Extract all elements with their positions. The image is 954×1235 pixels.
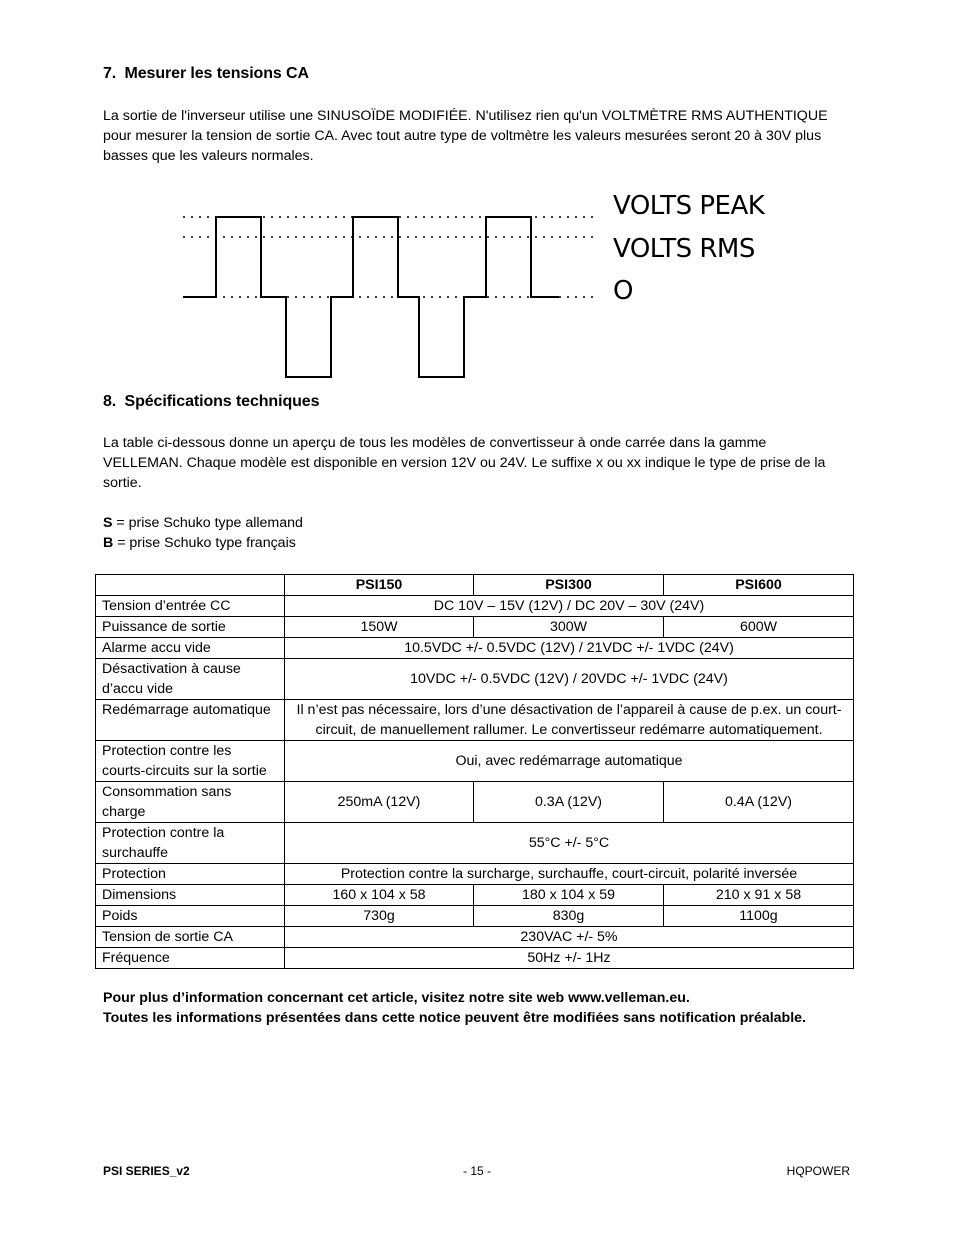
plug-s-code: S bbox=[103, 515, 113, 531]
section-8-heading bbox=[103, 393, 319, 411]
row-value: 150W bbox=[285, 617, 474, 638]
volts-peak-label: VOLTS PEAK bbox=[613, 191, 765, 221]
row-label-line: courts-circuits sur la sortie bbox=[102, 763, 267, 779]
row-value: 830g bbox=[474, 906, 664, 927]
paragraph-line: sortie. bbox=[103, 475, 142, 491]
plug-b-line bbox=[103, 533, 303, 553]
header-cell-empty bbox=[96, 575, 285, 596]
table-row bbox=[96, 638, 854, 659]
row-label bbox=[96, 741, 285, 782]
row-label: Dimensions bbox=[96, 885, 285, 906]
section-8-number: 8. bbox=[103, 393, 117, 410]
row-label-line: charge bbox=[102, 804, 146, 820]
row-label: Fréquence bbox=[96, 948, 285, 969]
reference-dotted-lines bbox=[183, 217, 595, 297]
table-row bbox=[96, 864, 854, 885]
row-value: 210 x 91 x 58 bbox=[664, 885, 854, 906]
notice-website-line: Pour plus d’information concernant cet article, visitez notre site web www.velleman.eu. bbox=[103, 990, 690, 1006]
row-label bbox=[96, 823, 285, 864]
table-row bbox=[96, 741, 854, 782]
section-7-paragraph bbox=[103, 106, 828, 166]
table-row bbox=[96, 700, 854, 741]
row-label-line: d’accu vide bbox=[102, 681, 173, 697]
table-row bbox=[96, 906, 854, 927]
row-value: 730g bbox=[285, 906, 474, 927]
row-label-line: Désactivation à cause bbox=[102, 661, 241, 677]
row-label-line: Protection contre la bbox=[102, 825, 225, 841]
row-value: 1100g bbox=[664, 906, 854, 927]
table-row bbox=[96, 617, 854, 638]
row-value: Protection contre la surcharge, surchauffe, court-circuit, polarité inversée bbox=[285, 864, 854, 885]
paragraph-line: La table ci-dessous donne un aperçu de tous les modèles de convertisseur à onde carrée dans la gamme bbox=[103, 435, 767, 451]
row-value: 55°C +/- 5°C bbox=[285, 823, 854, 864]
row-label: Tension de sortie CA bbox=[96, 927, 285, 948]
row-value: 250mA (12V) bbox=[285, 782, 474, 823]
section-8-paragraph bbox=[103, 433, 825, 493]
row-value: 180 x 104 x 59 bbox=[474, 885, 664, 906]
table-header-row bbox=[96, 575, 854, 596]
row-label: Protection bbox=[96, 864, 285, 885]
header-cell-psi150: PSI150 bbox=[285, 575, 474, 596]
table-row bbox=[96, 823, 854, 864]
row-label: Tension d’entrée CC bbox=[96, 596, 285, 617]
row-label: Redémarrage automatique bbox=[96, 700, 285, 741]
section-7-number: 7. bbox=[103, 65, 117, 82]
row-value-line: circuit, de manuellement rallumer. Le convertisseur redémarre automatiquement. bbox=[315, 722, 823, 738]
row-label: Alarme accu vide bbox=[96, 638, 285, 659]
row-label-line: Consommation sans bbox=[102, 784, 232, 800]
table-row bbox=[96, 948, 854, 969]
row-value: Oui, avec redémarrage automatique bbox=[285, 741, 854, 782]
plug-b-text: = prise Schuko type français bbox=[113, 535, 296, 551]
footer-brand: HQPOWER bbox=[786, 1164, 850, 1178]
plug-s-text: = prise Schuko type allemand bbox=[112, 515, 303, 531]
row-label: Puissance de sortie bbox=[96, 617, 285, 638]
row-value: DC 10V – 15V (12V) / DC 20V – 30V (24V) bbox=[285, 596, 854, 617]
row-label-line: surchauffe bbox=[102, 845, 168, 861]
table-row bbox=[96, 885, 854, 906]
section-7-heading bbox=[103, 65, 309, 83]
table-row bbox=[96, 782, 854, 823]
header-cell-psi300: PSI300 bbox=[474, 575, 664, 596]
row-value: 300W bbox=[474, 617, 664, 638]
plug-s-line bbox=[103, 513, 303, 533]
row-value: 0.3A (12V) bbox=[474, 782, 664, 823]
row-value: 10VDC +/- 0.5VDC (12V) / 20VDC +/- 1VDC (24V) bbox=[285, 659, 854, 700]
row-label bbox=[96, 782, 285, 823]
paragraph-line: La sortie de l'inverseur utilise une SINUSOÏDE MODIFIÉE. N'utilisez rien qu'un VOLTMÈTRE RMS AUTHENTIQUE bbox=[103, 108, 828, 124]
row-value: 230VAC +/- 5% bbox=[285, 927, 854, 948]
row-label-line: Protection contre les bbox=[102, 743, 232, 759]
table-row bbox=[96, 927, 854, 948]
paragraph-line: basses que les valeurs normales. bbox=[103, 148, 314, 164]
paragraph-line: VELLEMAN. Chaque modèle est disponible en version 12V ou 24V. Le suffixe x ou xx indique le type de prise de la bbox=[103, 455, 826, 471]
row-value: 160 x 104 x 58 bbox=[285, 885, 474, 906]
notice-disclaimer-line: Toutes les informations présentées dans cette notice peuvent être modifiées sans notification préalable. bbox=[103, 1010, 806, 1026]
specifications-table bbox=[95, 574, 854, 969]
row-value: 600W bbox=[664, 617, 854, 638]
footer-page-number: - 15 - bbox=[462, 1164, 491, 1178]
plug-legend bbox=[103, 513, 303, 553]
row-label: Poids bbox=[96, 906, 285, 927]
volts-rms-label: VOLTS RMS bbox=[613, 234, 755, 264]
row-value: 0.4A (12V) bbox=[664, 782, 854, 823]
notice-block bbox=[103, 988, 806, 1028]
zero-label: O bbox=[613, 276, 633, 306]
modified-sine-wave-diagram bbox=[175, 200, 605, 385]
row-value: 10.5VDC +/- 0.5VDC (12V) / 21VDC +/- 1VDC (24V) bbox=[285, 638, 854, 659]
row-value bbox=[285, 700, 854, 741]
plug-b-code: B bbox=[103, 535, 114, 551]
row-value-line: Il n’est pas nécessaire, lors d’une désactivation de l’appareil à cause de p.ex. un court- bbox=[296, 702, 842, 718]
footer-document-id: PSI SERIES_v2 bbox=[103, 1164, 190, 1178]
row-label bbox=[96, 659, 285, 700]
paragraph-line: pour mesurer la tension de sortie CA. Avec tout autre type de voltmètre les valeurs mesurées seront 20 à 30V plus bbox=[103, 128, 822, 144]
section-7-title: Mesurer les tensions CA bbox=[124, 65, 309, 82]
table-row bbox=[96, 596, 854, 617]
row-value: 50Hz +/- 1Hz bbox=[285, 948, 854, 969]
table-row bbox=[96, 659, 854, 700]
header-cell-psi600: PSI600 bbox=[664, 575, 854, 596]
section-8-title: Spécifications techniques bbox=[124, 393, 320, 410]
